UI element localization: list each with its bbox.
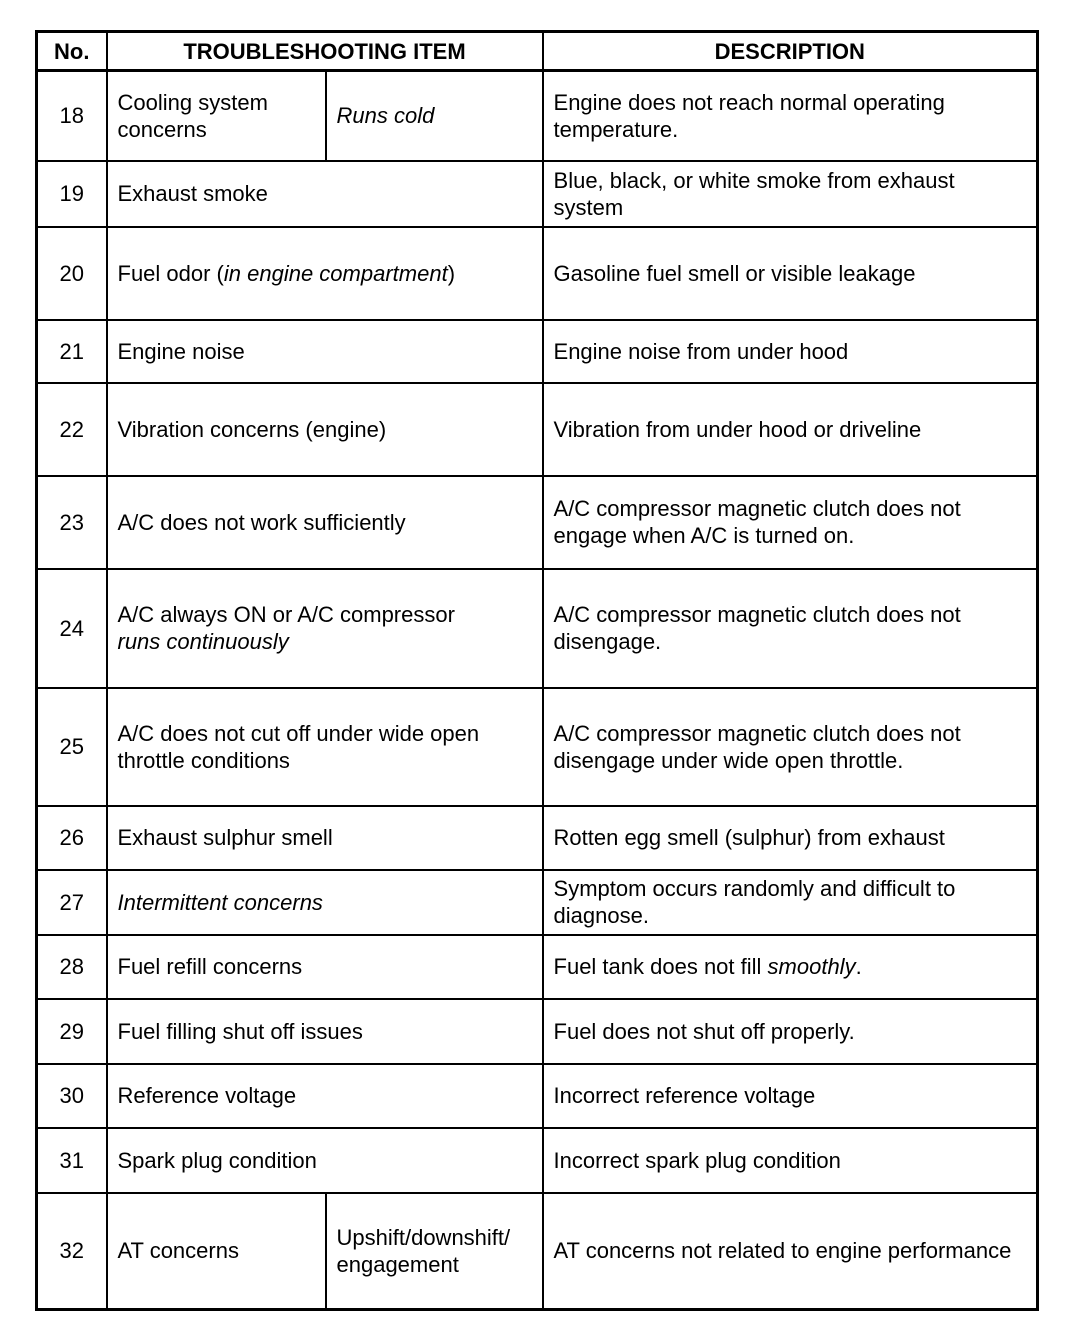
troubleshooting-item: AT concerns (107, 1193, 326, 1310)
troubleshooting-table (35, 30, 1039, 1311)
row-number: 23 (37, 476, 107, 569)
troubleshooting-item: A/C does not cut off under wide open throttle conditions (107, 688, 543, 806)
header-no: No. (37, 32, 107, 71)
row-number: 22 (37, 383, 107, 476)
description: Gasoline fuel smell or visible leakage (543, 227, 1038, 320)
troubleshooting-subitem: Upshift/downshift/ engagement (326, 1193, 543, 1310)
row-number: 20 (37, 227, 107, 320)
troubleshooting-item: Exhaust sulphur smell (107, 806, 543, 870)
table-row (37, 71, 1038, 161)
table-row (37, 320, 1038, 383)
header-description: DESCRIPTION (543, 32, 1038, 71)
description: A/C compressor magnetic clutch does not engage when A/C is turned on. (543, 476, 1038, 569)
table-row (37, 569, 1038, 688)
description: A/C compressor magnetic clutch does not disengage. (543, 569, 1038, 688)
description: Incorrect reference voltage (543, 1064, 1038, 1128)
troubleshooting-item: Vibration concerns (engine) (107, 383, 543, 476)
row-number: 32 (37, 1193, 107, 1310)
item-text: A/C always ON or A/C compressor (117, 602, 455, 627)
description: Engine does not reach normal operating temperature. (543, 71, 1038, 161)
table-row (37, 870, 1038, 935)
troubleshooting-item: Engine noise (107, 320, 543, 383)
description: AT concerns not related to engine performance (543, 1193, 1038, 1310)
header-row (37, 32, 1038, 71)
troubleshooting-item: Cooling system concerns (107, 71, 326, 161)
troubleshooting-item (107, 569, 543, 688)
troubleshooting-item: A/C does not work sufficiently (107, 476, 543, 569)
troubleshooting-item: Exhaust smoke (107, 161, 543, 227)
table-row (37, 383, 1038, 476)
header-item: TROUBLESHOOTING ITEM (107, 32, 543, 71)
table-row (37, 227, 1038, 320)
row-number: 24 (37, 569, 107, 688)
troubleshooting-item: Intermittent concerns (107, 870, 543, 935)
row-number: 29 (37, 999, 107, 1064)
description: Vibration from under hood or driveline (543, 383, 1038, 476)
desc-text: Fuel tank does not fill (553, 954, 768, 979)
table-row (37, 999, 1038, 1064)
description (543, 935, 1038, 999)
item-text-italic: in engine compartment (223, 260, 448, 286)
row-number: 21 (37, 320, 107, 383)
table-row (37, 688, 1038, 806)
troubleshooting-item: Fuel filling shut off issues (107, 999, 543, 1064)
table-row (37, 1064, 1038, 1128)
troubleshooting-item: Spark plug condition (107, 1128, 543, 1193)
item-text: ) (447, 260, 456, 286)
table-row (37, 935, 1038, 999)
row-number: 27 (37, 870, 107, 935)
row-number: 19 (37, 161, 107, 227)
row-number: 25 (37, 688, 107, 806)
description: A/C compressor magnetic clutch does not disengage under wide open throttle. (543, 688, 1038, 806)
desc-text: . (855, 954, 862, 979)
row-number: 26 (37, 806, 107, 870)
description: Rotten egg smell (sulphur) from exhaust (543, 806, 1038, 870)
row-number: 28 (37, 935, 107, 999)
item-text-italic: runs continuously (117, 629, 289, 654)
desc-text-italic: smoothly (767, 954, 856, 979)
table-row (37, 476, 1038, 569)
troubleshooting-item: Fuel refill concerns (107, 935, 543, 999)
item-text: Fuel odor ( (117, 260, 224, 286)
troubleshooting-subitem: Runs cold (326, 71, 543, 161)
description: Incorrect spark plug condition (543, 1128, 1038, 1193)
description: Blue, black, or white smoke from exhaust system (543, 161, 1038, 227)
table-row (37, 1193, 1038, 1310)
row-number: 18 (37, 71, 107, 161)
troubleshooting-item: Reference voltage (107, 1064, 543, 1128)
description: Fuel does not shut off properly. (543, 999, 1038, 1064)
row-number: 30 (37, 1064, 107, 1128)
table-row (37, 806, 1038, 870)
troubleshooting-item (107, 227, 543, 320)
description: Engine noise from under hood (543, 320, 1038, 383)
description: Symptom occurs randomly and difficult to diagnose. (543, 870, 1038, 935)
table-row (37, 1128, 1038, 1193)
row-number: 31 (37, 1128, 107, 1193)
table-row (37, 161, 1038, 227)
